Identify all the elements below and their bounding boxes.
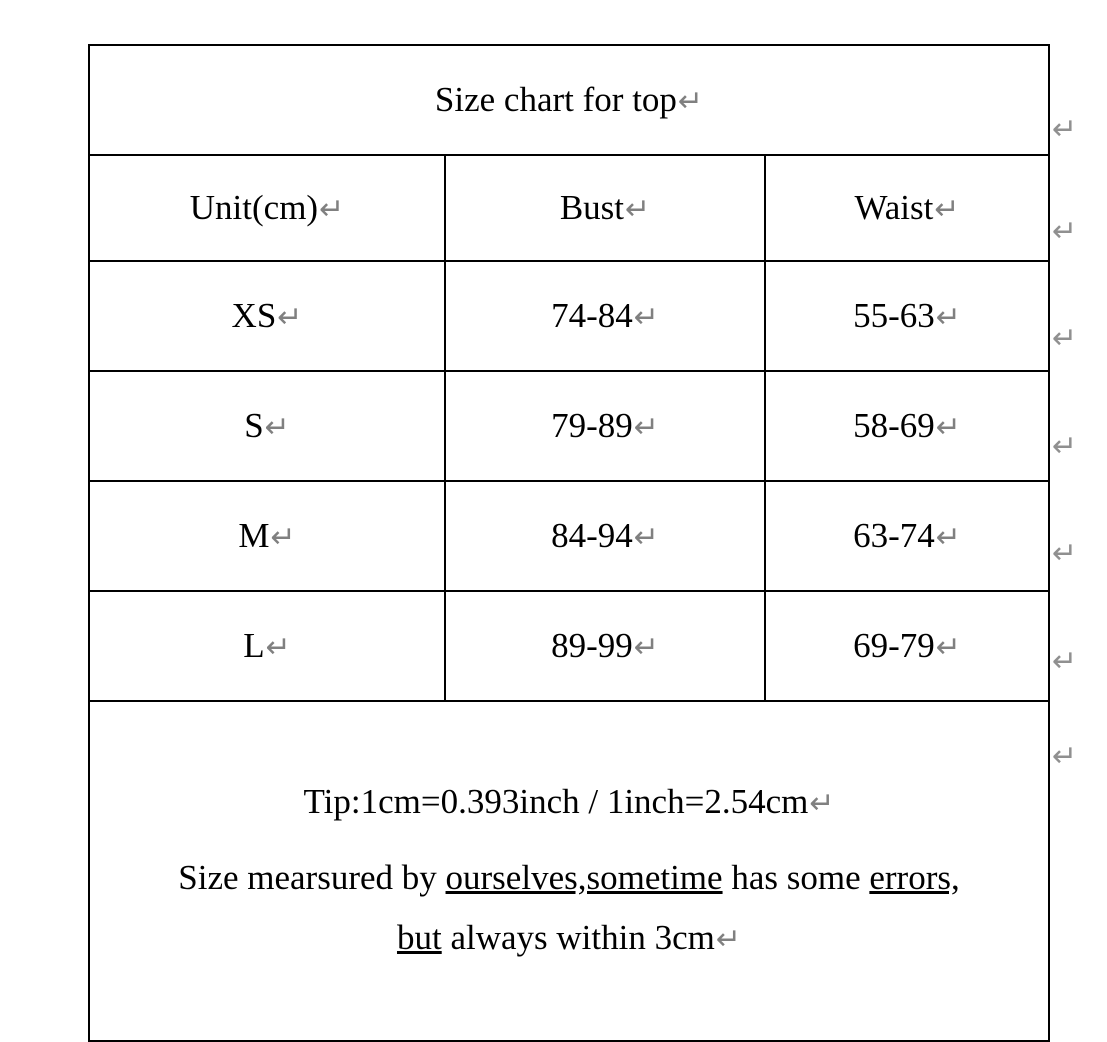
pilcrow-icon: ↵	[1052, 112, 1078, 147]
cell-bust	[445, 481, 765, 591]
pilcrow-icon: ↵	[633, 410, 659, 446]
pilcrow-icon: ↵	[270, 520, 296, 556]
table-row	[89, 591, 1049, 701]
pilcrow-icon: ↵	[633, 630, 659, 666]
cell-waist	[765, 591, 1049, 701]
pilcrow-icon: ↵	[625, 192, 651, 228]
header-label-unit: Unit(cm)	[189, 188, 319, 228]
header-cell-bust	[445, 155, 765, 261]
bust-value: 84-94	[551, 516, 633, 556]
table-row	[89, 261, 1049, 371]
tip-line	[116, 772, 1022, 832]
header-label-waist: Waist	[854, 188, 934, 228]
table-row-header	[89, 155, 1049, 261]
cell-waist	[765, 481, 1049, 591]
margin-paragraph-marks	[1052, 44, 1097, 974]
pilcrow-icon: ↵	[935, 520, 961, 556]
pilcrow-icon: ↵	[1052, 536, 1078, 571]
disclaimer-underline-1: ourselves,sometime	[445, 857, 723, 897]
table-row-title	[89, 45, 1049, 155]
bust-value: 74-84	[551, 296, 633, 336]
cell-waist	[765, 371, 1049, 481]
waist-value: 58-69	[853, 406, 935, 446]
size-chart-container	[88, 44, 1048, 1042]
size-chart-table	[88, 44, 1050, 1042]
pilcrow-icon: ↵	[319, 192, 345, 228]
disclaimer-underline-3: but	[396, 918, 442, 958]
cell-bust	[445, 591, 765, 701]
header-label-bust: Bust	[559, 188, 625, 228]
disclaimer-part-2: has some	[722, 857, 870, 897]
pilcrow-icon: ↵	[264, 410, 290, 446]
cell-waist	[765, 261, 1049, 371]
tip-text: Tip:1cm=0.393inch / 1inch=2.54cm	[303, 781, 809, 821]
pilcrow-icon: ↵	[1052, 321, 1078, 356]
size-value: XS	[231, 296, 277, 336]
cell-bust	[445, 261, 765, 371]
cell-size	[89, 261, 445, 371]
pilcrow-icon: ↵	[277, 300, 303, 336]
waist-value: 69-79	[853, 626, 935, 666]
pilcrow-icon: ↵	[935, 630, 961, 666]
pilcrow-icon: ↵	[1052, 644, 1078, 679]
cell-size	[89, 481, 445, 591]
table-row	[89, 481, 1049, 591]
bust-value: 89-99	[551, 626, 633, 666]
disclaimer-underline-2: errors,	[869, 857, 960, 897]
pilcrow-icon: ↵	[677, 84, 704, 120]
header-cell-unit	[89, 155, 445, 261]
pilcrow-icon: ↵	[935, 410, 961, 446]
chart-title-cell	[89, 45, 1049, 155]
pilcrow-icon: ↵	[1052, 214, 1078, 249]
disclaimer-line-1	[116, 848, 1022, 908]
size-value: M	[238, 516, 270, 556]
header-cell-waist	[765, 155, 1049, 261]
size-value: S	[244, 406, 264, 446]
disclaimer-part-1: Size mearsured by	[178, 857, 446, 897]
notes-cell	[89, 701, 1049, 1041]
pilcrow-icon: ↵	[934, 192, 960, 228]
pilcrow-icon: ↵	[633, 300, 659, 336]
pilcrow-icon: ↵	[715, 922, 742, 958]
cell-size	[89, 371, 445, 481]
disclaimer-part-3: always within 3cm	[441, 918, 715, 958]
waist-value: 63-74	[853, 516, 935, 556]
pilcrow-icon: ↵	[633, 520, 659, 556]
cell-bust	[445, 371, 765, 481]
pilcrow-icon: ↵	[809, 785, 835, 821]
pilcrow-icon: ↵	[935, 300, 961, 336]
pilcrow-icon: ↵	[265, 630, 291, 666]
cell-size	[89, 591, 445, 701]
size-value: L	[243, 626, 265, 666]
disclaimer-line-2	[116, 908, 1022, 968]
pilcrow-icon: ↵	[1052, 429, 1078, 464]
chart-title: Size chart for top	[434, 80, 677, 120]
pilcrow-icon: ↵	[1052, 739, 1078, 774]
bust-value: 79-89	[551, 406, 633, 446]
waist-value: 55-63	[853, 296, 935, 336]
table-row	[89, 371, 1049, 481]
table-row-notes	[89, 701, 1049, 1041]
